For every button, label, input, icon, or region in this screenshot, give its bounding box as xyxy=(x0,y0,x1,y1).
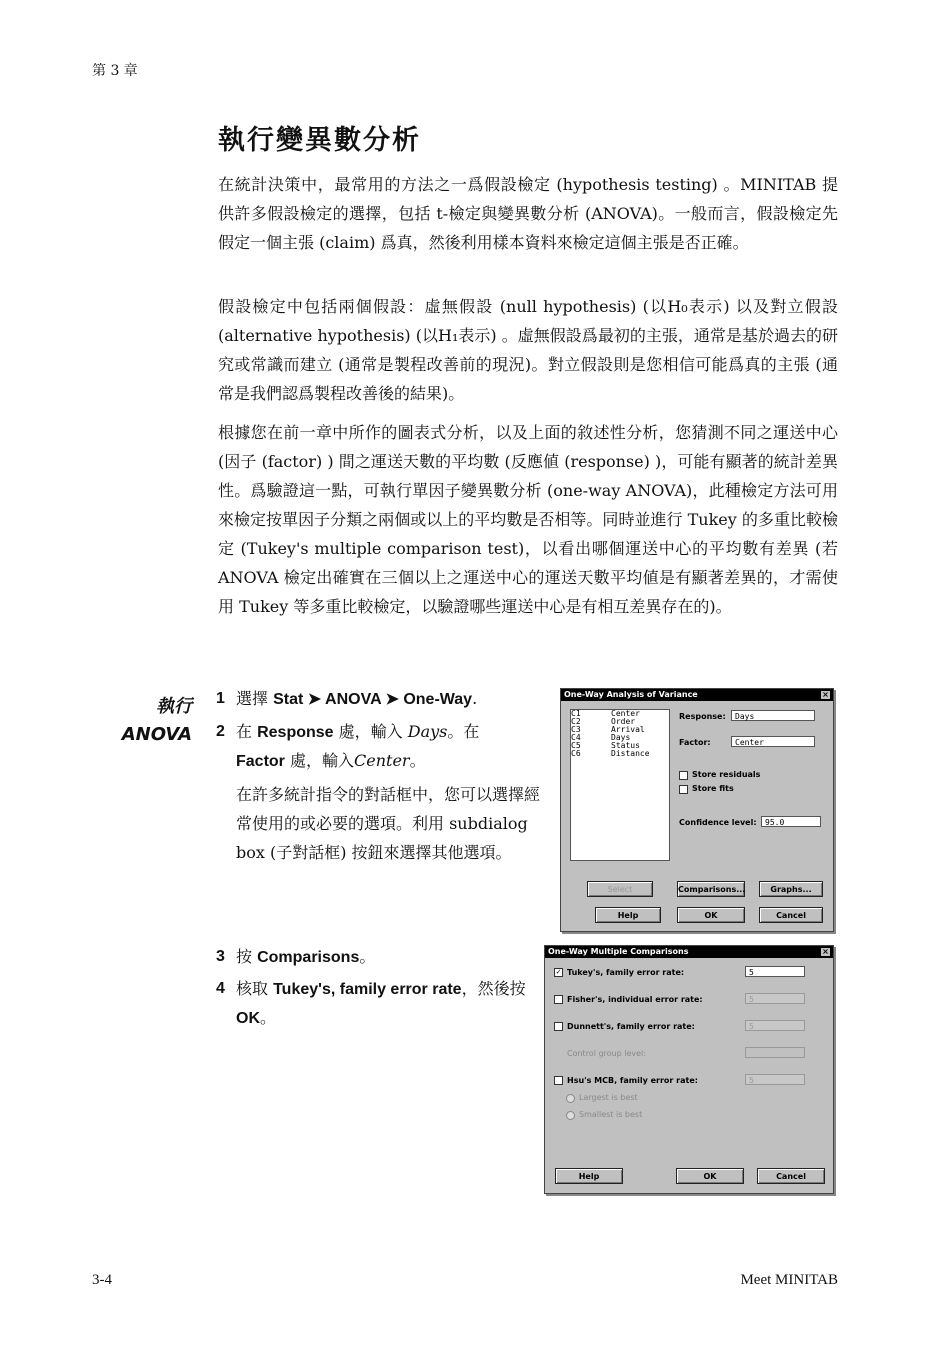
help-button[interactable]: Help xyxy=(555,1168,623,1184)
graphs-button[interactable]: Graphs... xyxy=(759,881,823,897)
step-text: 處，輸入 xyxy=(284,751,354,770)
side-heading-line2: ANOVA xyxy=(121,724,192,745)
fisher-checkbox[interactable] xyxy=(554,995,563,1004)
tukey-checkbox[interactable]: ✓ xyxy=(555,968,562,976)
largest-is-best-label: Largest is best xyxy=(579,1093,638,1102)
dialog-title: One-Way Analysis of Variance xyxy=(561,689,833,701)
step-4 xyxy=(216,975,526,1033)
step-note: 在許多統計指令的對話框中，您可以選擇經常使用的或必要的選項。利用 subdialog box (子對話框) 按鈕來選擇其他選項。 xyxy=(236,785,541,862)
step-number: 1 xyxy=(216,690,225,707)
list-item[interactable]: C2 Order xyxy=(571,717,636,726)
step-keyword: Comparisons xyxy=(257,949,360,966)
store-residuals-checkbox[interactable] xyxy=(679,771,688,780)
step-text: 按 xyxy=(236,947,258,966)
step-3 xyxy=(216,943,536,972)
store-fits-label: Store fits xyxy=(692,784,734,793)
list-item[interactable]: C4 Days xyxy=(571,733,631,742)
close-icon[interactable]: × xyxy=(822,947,829,956)
tukey-label: Tukey's, family error rate: xyxy=(567,968,685,977)
step-text: 。在 xyxy=(447,722,480,741)
help-button[interactable]: Help xyxy=(595,907,661,923)
step-1 xyxy=(216,685,536,714)
step-keyword: Factor xyxy=(236,753,285,770)
close-icon[interactable]: × xyxy=(822,690,829,699)
dunnett-checkbox[interactable] xyxy=(554,1022,563,1031)
step-text: 在 xyxy=(236,722,258,741)
response-label: Response: xyxy=(679,712,726,721)
step-value: Days xyxy=(407,722,448,741)
tukey-field[interactable]: 5 xyxy=(745,966,805,977)
hsu-label: Hsu's MCB, family error rate: xyxy=(567,1076,698,1085)
step-text: 核取 xyxy=(236,979,274,998)
ok-button[interactable]: OK xyxy=(677,907,745,923)
smallest-is-best-radio[interactable] xyxy=(566,1111,575,1120)
hsu-checkbox[interactable] xyxy=(554,1076,563,1085)
confidence-field[interactable]: 95.0 xyxy=(761,816,821,827)
side-heading xyxy=(122,693,192,749)
step-value: Center xyxy=(354,751,410,770)
step-2 xyxy=(216,718,536,776)
dunnett-field[interactable]: 5 xyxy=(745,1020,805,1031)
factor-label: Factor: xyxy=(679,738,711,747)
step-keyword: OK xyxy=(236,1010,260,1027)
list-item[interactable]: C1 Center xyxy=(571,709,640,718)
factor-field[interactable]: Center xyxy=(731,736,815,747)
step-text: ，然後按 xyxy=(461,979,526,998)
chapter-header: 第 3 章 xyxy=(92,63,138,79)
fisher-label: Fisher's, individual error rate: xyxy=(567,995,703,1004)
step-text: 。 xyxy=(409,751,426,770)
step-keyword: Tukey's, family error rate xyxy=(273,981,462,998)
step-text: 選擇 xyxy=(236,689,274,708)
one-way-anova-dialog xyxy=(560,688,834,932)
book-title: Meet MINITAB xyxy=(740,1272,838,1288)
section-title: 執行變異數分析 xyxy=(218,125,421,156)
confidence-label: Confidence level: xyxy=(679,818,757,827)
fisher-field[interactable]: 5 xyxy=(745,993,805,1004)
column-list[interactable] xyxy=(570,709,670,861)
comparisons-button[interactable]: Comparisons... xyxy=(677,881,745,897)
step-number: 3 xyxy=(216,948,225,965)
list-item[interactable]: C5 Status xyxy=(571,741,640,750)
step-keyword: Response xyxy=(257,724,334,741)
step-text: 處，輸入 xyxy=(333,722,408,741)
page-number: 3-4 xyxy=(92,1272,112,1288)
largest-is-best-radio[interactable] xyxy=(566,1094,575,1103)
store-residuals-label: Store residuals xyxy=(692,770,761,779)
hsu-field[interactable]: 5 xyxy=(745,1074,805,1085)
step-text: . xyxy=(472,689,478,708)
multiple-comparisons-dialog xyxy=(544,945,834,1194)
cancel-button[interactable]: Cancel xyxy=(759,907,823,923)
step-text: 。 xyxy=(260,1008,277,1027)
control-group-label: Control group level: xyxy=(567,1049,646,1058)
paragraph-anova-reason: 根據您在前一章中所作的圖表式分析，以及上面的敘述性分析，您猜測不同之運送中心 (因子 (factor) ) 間之運送天數的平均數 (反應値 (response) )，可能有顯著的統計差異性。爲驗證這一點，可執行單因子變異數分析 (one-way ANOVA)，此種檢定方法可用來檢定按單因子分類之兩個或以上的平均數是否相等。同時並進行 Tukey 的多重比較檢定 (Tukey's multiple comparison test)，以看出哪個運送中心的平均數有差異 (若 ANOVA 檢定出確實在三個以上之運送中心的運送天數平均値是有顯著差異的，才需使用 Tukey 等多重比較檢定，以驗證哪些運送中心是有相互差異存在的)。 xyxy=(218,423,838,616)
dunnett-label: Dunnett's, family error rate: xyxy=(567,1022,695,1031)
control-group-field[interactable] xyxy=(745,1047,805,1058)
list-item[interactable]: C3 Arrival xyxy=(571,725,645,734)
paragraph-hypotheses: 假設檢定中包括兩個假設：虛無假設 (null hypothesis) (以H₀表示) 以及對立假設 (alternative hypothesis) (以H₁表示) 。虛無假設爲最初的主張，通常是基於過去的研究或常識而建立 (通常是製程改善前的現況)。對立假設則是您相信可能爲真的主張 (通常是我們認爲製程改善後的結果)。 xyxy=(218,297,838,403)
step-number: 4 xyxy=(216,980,225,997)
paragraph-intro: 在統計決策中，最常用的方法之一爲假設檢定 (hypothesis testing) 。MINITAB 提供許多假設檢定的選擇，包括 t-檢定與變異數分析 (ANOVA)。一般而言，假設檢定先假定一個主張 (claim) 爲真，然後利用樣本資料來檢定這個主張是否正確。 xyxy=(218,175,838,252)
smallest-is-best-label: Smallest is best xyxy=(579,1110,643,1119)
step-number: 2 xyxy=(216,723,225,740)
select-button[interactable]: Select xyxy=(587,881,653,897)
ok-button[interactable]: OK xyxy=(676,1168,744,1184)
cancel-button[interactable]: Cancel xyxy=(757,1168,825,1184)
step-text: 。 xyxy=(359,947,376,966)
list-item[interactable]: C6 Distance xyxy=(571,749,650,758)
store-fits-checkbox[interactable] xyxy=(679,785,688,794)
menu-path: Stat ➤ ANOVA ➤ One-Way xyxy=(273,691,473,708)
side-heading-line1: 執行 xyxy=(156,696,192,717)
dialog-title: One-Way Multiple Comparisons xyxy=(545,946,833,958)
response-field[interactable]: Days xyxy=(731,710,815,721)
